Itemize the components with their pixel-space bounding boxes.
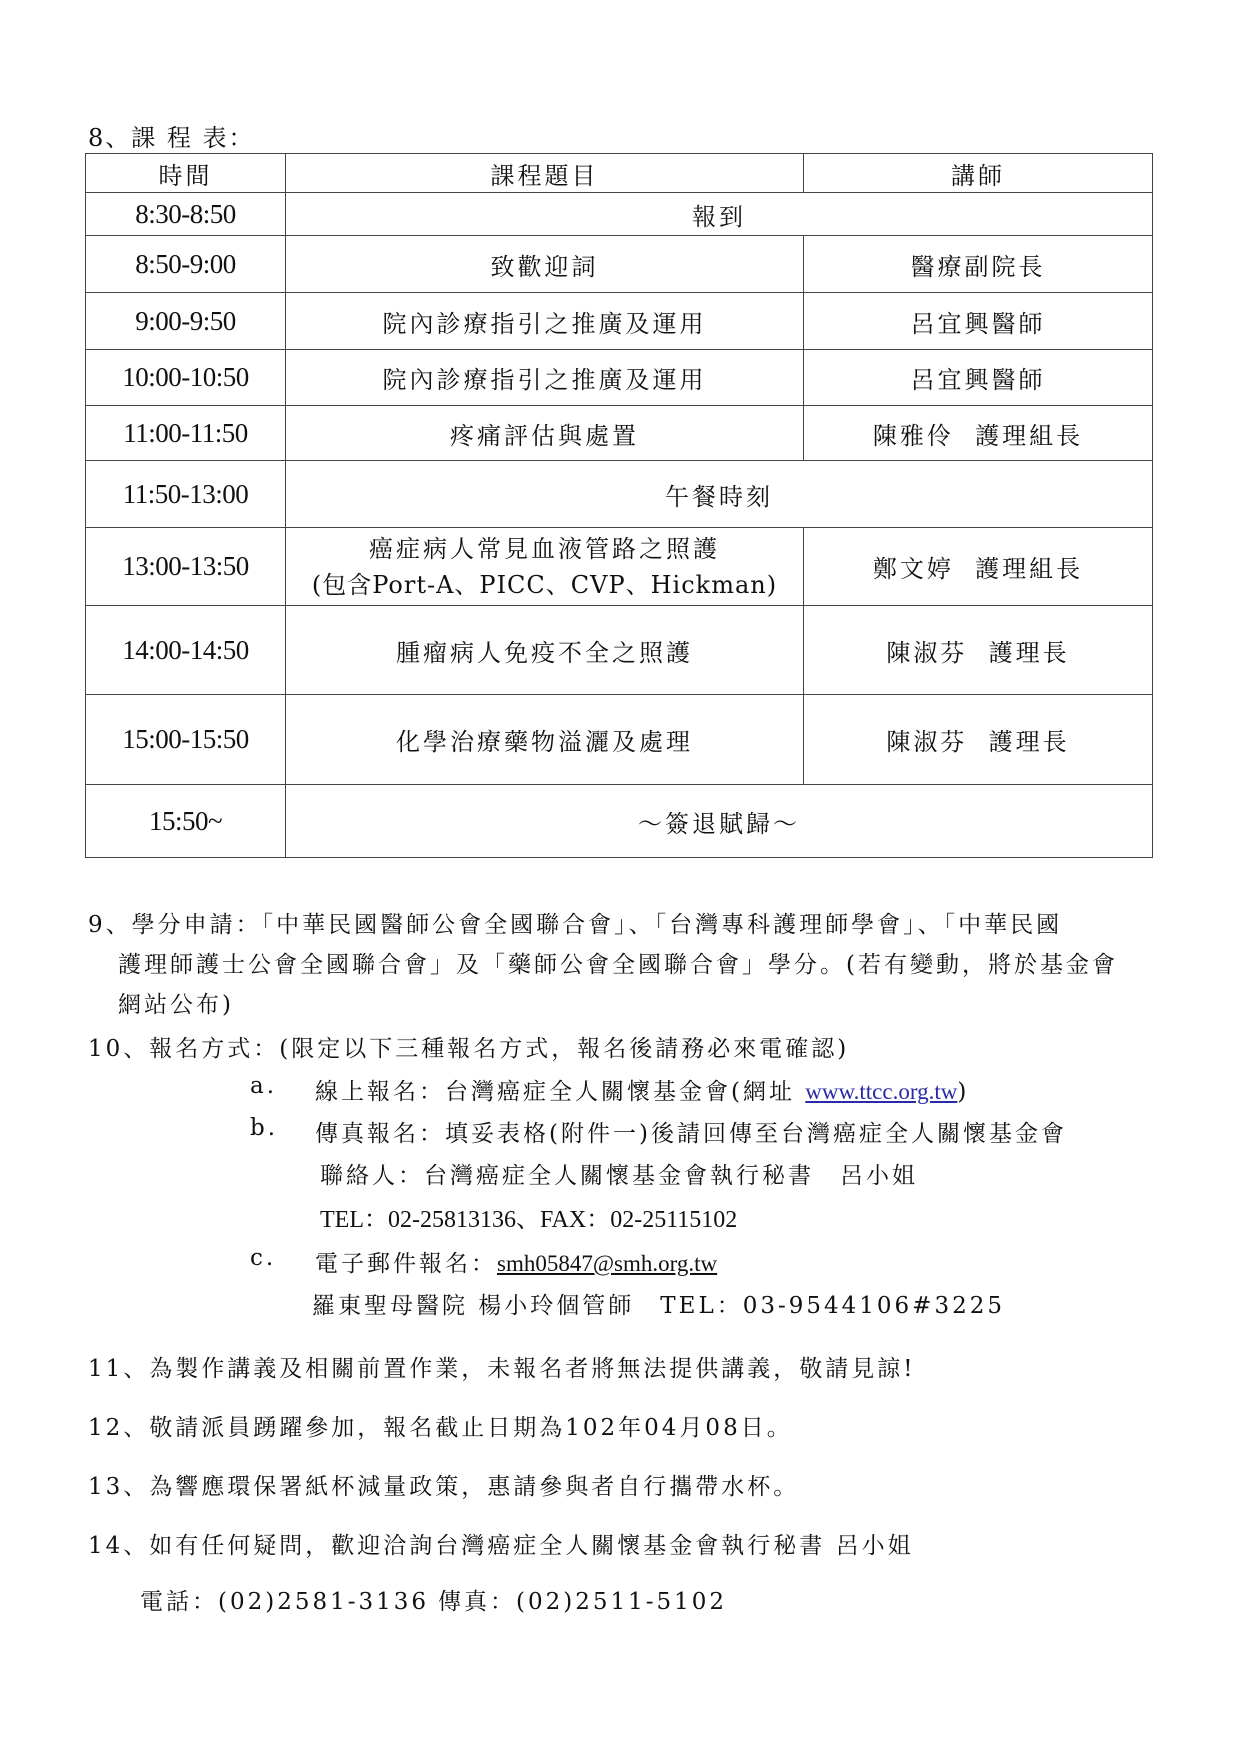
time-cell: 13:00-13:50 — [86, 528, 286, 606]
topic-cell: 腫瘤病人免疫不全之照護 — [286, 606, 804, 695]
option-c-contact: 羅東聖母醫院 楊小玲個管師 TEL：03-9544106#3225 — [312, 1293, 1005, 1319]
topic-cell: 致歡迎詞 — [286, 236, 804, 293]
option-b-marker: b. — [250, 1115, 279, 1141]
speaker-cell: 陳淑芬 護理長 — [804, 606, 1153, 695]
credit-application-line-3: 網站公布) — [118, 992, 234, 1018]
time-cell: 11:50-13:00 — [86, 461, 286, 528]
contact-fax: 傳真：(02)2511-5102 — [438, 1589, 728, 1615]
speaker-cell: 呂宜興醫師 — [804, 350, 1153, 406]
option-b-tel-fax: TEL：02-25813136、FAX：02-25115102 — [320, 1207, 738, 1233]
topic-cell: 報到 — [286, 193, 1153, 236]
speaker-cell: 呂宜興醫師 — [804, 293, 1153, 350]
schedule-heading: 8、課 程 表： — [88, 124, 255, 152]
handout-notice: 11、為製作講義及相關前置作業，未報名者將無法提供講義，敬請見諒! — [88, 1356, 916, 1382]
email-link[interactable]: smh05847@smh.org.tw — [497, 1251, 718, 1276]
table-row — [86, 528, 1153, 606]
speaker-cell: 陳雅伶 護理組長 — [804, 406, 1153, 461]
inquiry-notice: 14、如有任何疑問，歡迎洽詢台灣癌症全人關懷基金會執行秘書 呂小姐 — [88, 1533, 914, 1559]
time-cell: 10:00-10:50 — [86, 350, 286, 406]
option-a — [315, 1073, 969, 1106]
contact-phone: 電話：(02)2581-3136 — [140, 1589, 430, 1615]
time-cell: 14:00-14:50 — [86, 606, 286, 695]
topic-cell: 疼痛評估與處置 — [286, 406, 804, 461]
topic-line-2: (包含Port-A、PICC、CVP、Hickman) — [311, 570, 778, 599]
table-row — [86, 406, 1153, 461]
table-row — [86, 236, 1153, 293]
table-row — [86, 695, 1153, 785]
option-a-text: 線上報名：台灣癌症全人關懷基金會(網址 — [315, 1079, 806, 1105]
header-time: 時間 — [86, 154, 286, 193]
option-c-marker: c. — [250, 1245, 277, 1271]
table-row — [86, 293, 1153, 350]
credit-application-line-1: 9、學分申請：「中華民國醫師公會全國聯合會」、「台灣專科護理師學會」、「中華民國 — [88, 912, 1063, 938]
option-a-marker: a. — [250, 1073, 278, 1099]
schedule-table — [85, 153, 1153, 858]
registration-title: 10、報名方式：(限定以下三種報名方式，報名後請務必來電確認) — [88, 1036, 850, 1062]
credit-application-line-2: 護理師護士公會全國聯合會」及「藥師公會全國聯合會」學分。(若有變動，將於基金會 — [118, 952, 1118, 978]
topic-cell: 院內診療指引之推廣及運用 — [286, 293, 804, 350]
time-cell: 11:00-11:50 — [86, 406, 286, 461]
time-cell: 15:00-15:50 — [86, 695, 286, 785]
topic-cell: 午餐時刻 — [286, 461, 1153, 528]
header-speaker: 講師 — [804, 154, 1153, 193]
time-cell: 8:50-9:00 — [86, 236, 286, 293]
table-row — [86, 461, 1153, 528]
option-c-text: 電子郵件報名： — [315, 1251, 497, 1277]
time-cell: 9:00-9:50 — [86, 293, 286, 350]
topic-cell — [286, 528, 804, 606]
option-a-tail: ) — [957, 1079, 970, 1105]
speaker-cell: 醫療副院長 — [804, 236, 1153, 293]
header-topic: 課程題目 — [286, 154, 804, 193]
speaker-cell: 陳淑芬 護理長 — [804, 695, 1153, 785]
deadline-notice: 12、敬請派員踴躍參加，報名截止日期為102年04月08日。 — [88, 1415, 793, 1441]
table-header-row — [86, 154, 1153, 193]
option-b-contact: 聯絡人：台灣癌症全人關懷基金會執行秘書 呂小姐 — [320, 1163, 918, 1189]
table-row — [86, 350, 1153, 406]
table-row — [86, 785, 1153, 858]
topic-line-1: 癌症病人常見血液管路之照護 — [369, 534, 720, 563]
table-row — [86, 193, 1153, 236]
table-row — [86, 606, 1153, 695]
topic-cell: ～簽退賦歸～ — [286, 785, 1153, 858]
topic-cell: 院內診療指引之推廣及運用 — [286, 350, 804, 406]
option-b-text: 傳真報名：填妥表格(附件一)後請回傳至台灣癌症全人關懷基金會 — [315, 1121, 1067, 1147]
topic-cell: 化學治療藥物溢灑及處理 — [286, 695, 804, 785]
option-c — [315, 1245, 717, 1278]
time-cell: 8:30-8:50 — [86, 193, 286, 236]
cup-notice: 13、為響應環保署紙杯減量政策，惠請參與者自行攜帶水杯。 — [88, 1474, 800, 1500]
website-link[interactable]: www.ttcc.org.tw — [805, 1079, 958, 1104]
time-cell: 15:50~ — [86, 785, 286, 858]
speaker-cell: 鄭文婷 護理組長 — [804, 528, 1153, 606]
